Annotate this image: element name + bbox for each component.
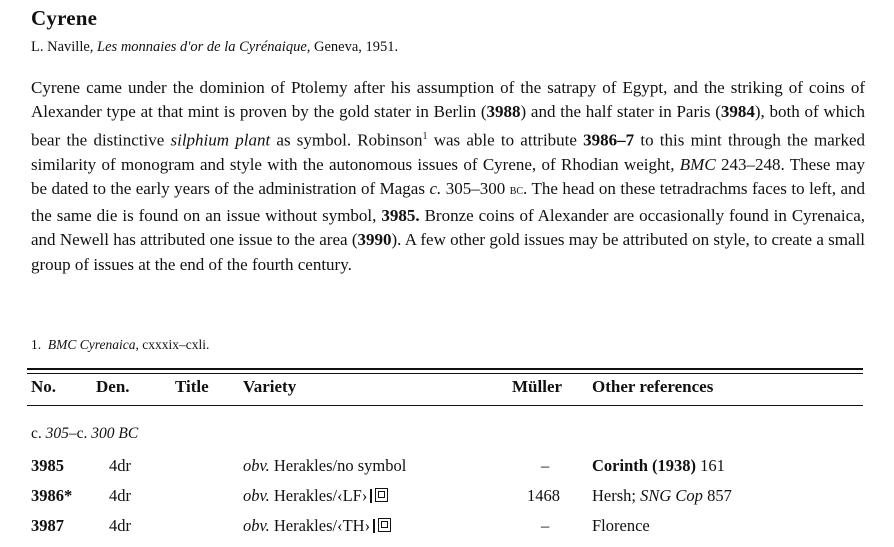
paragraph-text: . The head on these tetradrachms faces to left, and the same die is found on an issue without symbol, [31,179,865,225]
variety-text: Herakles/no symbol [269,456,407,475]
catalog-number-ref: 3990 [357,230,392,250]
italic-text: silphium plant [170,130,271,150]
row-den: 4dr [109,456,131,475]
row-muller: – [541,456,550,475]
catalog-number-ref: 3984 [720,102,755,122]
footnote-rest: , cxxxix–cxli. [135,337,210,352]
biblio-work: Les monnaies d'or de la Cyrénaique [97,39,307,55]
biblio-author: L. Naville, [31,39,98,55]
small-caps-text: bc [509,183,524,199]
footnote [31,337,209,353]
row-no: 3986* [31,486,73,505]
variety-obv: obv. [243,456,270,475]
row-den: 4dr [109,516,131,535]
header-muller: Müller [512,377,563,396]
row-muller: 1468 [527,486,560,505]
row-variety [243,456,406,476]
monogram-icon [378,518,391,532]
row-other: Florence [592,516,650,535]
other-ref-rest: 161 [696,456,725,475]
table-top-rule-inner [27,373,863,374]
row-no: 3987 [31,516,64,535]
section-mid: –c. [68,425,92,442]
body-paragraph [31,76,865,277]
biblio-rest: , Geneva, 1951. [306,39,399,55]
table-header-rule [27,405,863,406]
italic-text: c. [429,179,442,199]
footnote-marker: 1 [422,130,428,142]
footnote-work: BMC Cyrenaica [47,337,136,352]
paragraph-text: ). A few other gold issues may be attributed on style, to create a small group of issues at the end of the fourth century. [31,230,866,274]
paragraph-text: 305–300 [441,179,510,199]
header-den: Den. [96,377,130,396]
row-den: 4dr [109,486,131,505]
paragraph-text: as symbol. Robinson [270,130,423,150]
row-muller: – [541,516,550,535]
variety-obv: obv. [243,486,270,505]
row-variety [243,516,391,536]
monogram-icon [375,488,388,502]
page-title: Cyrene [31,6,98,30]
italic-text: BMC [679,154,716,174]
paragraph-text: ) and the half stater in Paris ( [520,102,721,122]
section-range: 305 [45,425,69,442]
row-other [592,456,725,476]
bibliography-line [31,39,398,56]
header-other: Other references [592,377,714,396]
other-ref-italic: SNG Cop [640,486,703,505]
footnote-number: 1. [31,337,42,352]
other-ref-rest: 857 [702,486,732,505]
catalog-number-ref: 3988 [486,102,521,122]
paragraph-text: 243–248. These may be dated to the early years of the administration of Magas [31,154,865,199]
section-end: 300 BC [91,425,139,442]
paragraph-text: Bronze coins of Alexander are occasionally found in Cyrenaica, and Newell has attributed one issue to the area ( [31,205,865,250]
catalog-number-ref: 3986–7 [583,130,635,150]
header-variety: Variety [243,377,297,396]
paragraph-text: to this mint through the marked similarity of monogram and style with the autonomous issues of Cyrene, of Rhodian weight, [31,130,865,174]
row-no: 3985 [31,456,64,475]
paragraph-text: was able to attribute [427,130,584,150]
other-ref-bold: Corinth (1938) [592,456,697,475]
variety-text: Herakles/‹LF› [269,486,368,505]
section-pre: c. [31,425,46,442]
header-title: Title [175,377,209,396]
monogram-bar-icon [373,519,375,533]
monogram-bar-icon [370,489,372,503]
section-heading [31,425,138,443]
variety-obv: obv. [243,516,270,535]
table-top-rule [27,368,863,370]
row-other [592,486,732,506]
variety-text: Herakles/‹TH› [269,516,371,535]
paragraph-text: Cyrene came under the dominion of Ptolemy after his assumption of the satrapy of Egypt, and the striking of coins of Alexander type at that mint is proven by the gold stater in Berlin ( [31,78,865,122]
other-ref-plain: Hersh; [592,486,641,505]
header-no: No. [31,377,57,396]
paragraph-text: ), both of which bear the distinctive [31,102,865,150]
catalog-number-ref: 3985. [381,205,420,225]
row-variety [243,486,388,506]
